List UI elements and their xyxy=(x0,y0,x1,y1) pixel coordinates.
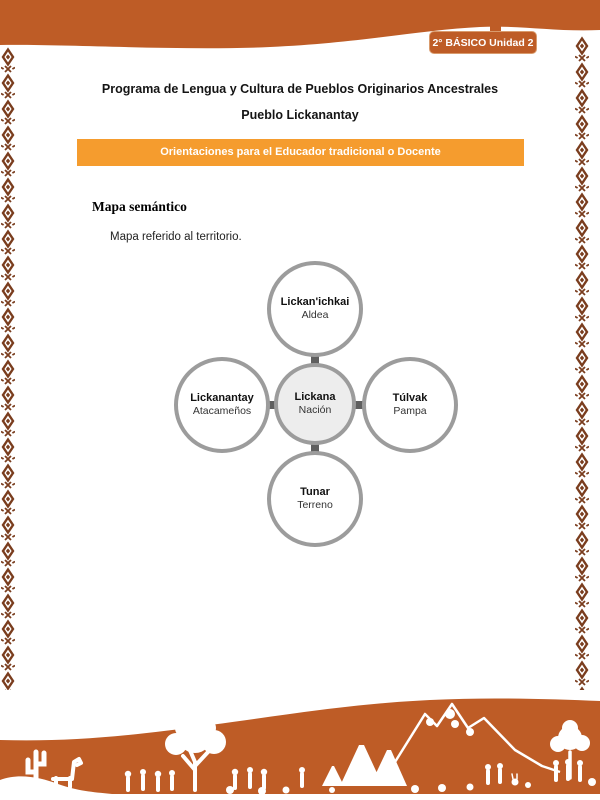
pueblo-subtitle: Pueblo Lickanantay xyxy=(241,108,359,122)
section-heading: Mapa semántico xyxy=(92,199,187,214)
unit-badge: 2° BÁSICO Unidad 2 xyxy=(429,31,537,54)
footer-landscape-illustration xyxy=(0,690,600,800)
left-border-pattern xyxy=(1,47,15,734)
node-term: Lickanantay xyxy=(190,392,254,405)
node-term: Lickan'ichkai xyxy=(280,296,350,309)
map-node-top xyxy=(267,261,363,357)
node-meaning: Nación xyxy=(298,404,332,417)
node-meaning: Terreno xyxy=(297,499,333,512)
map-node-bottom xyxy=(267,451,363,547)
map-node-left xyxy=(174,357,270,453)
node-meaning: Pampa xyxy=(393,405,427,418)
node-term: Lickana xyxy=(294,391,336,404)
map-node-center xyxy=(274,363,356,445)
node-term: Túlvak xyxy=(392,392,428,405)
right-border-pattern xyxy=(575,36,589,706)
bottom-margin-strip xyxy=(0,794,600,800)
intro-text: Mapa referido al territorio. xyxy=(110,231,242,243)
node-meaning: Atacameños xyxy=(192,405,252,418)
node-term: Tunar xyxy=(300,486,330,499)
program-title: Programa de Lengua y Cultura de Pueblos Originarios Ancestrales xyxy=(101,82,499,96)
node-meaning: Aldea xyxy=(301,309,329,322)
orientation-banner: Orientaciones para el Educador tradicional o Docente xyxy=(77,139,524,166)
map-node-right xyxy=(362,357,458,453)
